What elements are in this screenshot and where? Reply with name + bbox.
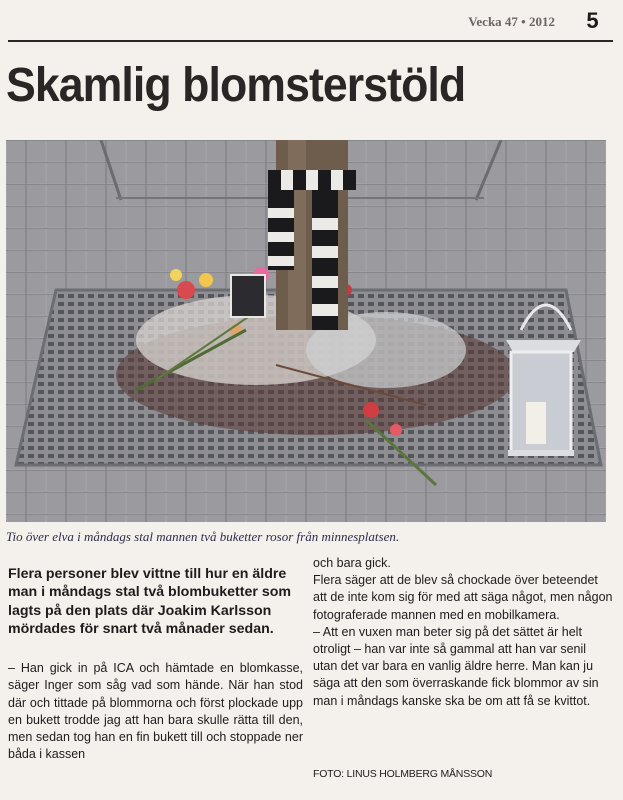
headline: Skamlig blomsterstöld	[6, 59, 466, 112]
header-rule	[8, 40, 613, 42]
photo-caption: Tio över elva i måndags stal mannen två buketter rosor från minnesplatsen.	[6, 529, 400, 544]
article-paragraph-2: Flera säger att de blev så chockade över beteendet att de inte kom sig för med att säga något, men någon fotograferade mannen med en mobilkamera.	[313, 573, 613, 622]
photo-credit: FOTO: LINUS HOLMBERG MÅNSSON	[313, 768, 493, 780]
article-paragraph-1: – Han gick in på ICA och hämtade en blomkasse, säger Inger som såg vad som hände. När han stod där och tittade på blommorna och först plockade upp en bukett trodde jag att han bara skulle rätta till den, men sedan tog han en fin bukett till och stoppade ner båda i kassen	[8, 661, 303, 762]
article-column-left	[8, 565, 303, 763]
article-column-right	[313, 555, 613, 710]
page-number: 5	[586, 8, 599, 33]
article-lead: Flera personer blev vittne till hur en äldre man i måndags stal två blombuketter som lagts på den plats där Joakim Karlsson mördades för snart två månader sedan.	[8, 566, 292, 637]
memorial-photo	[6, 140, 606, 522]
article-paragraph-continued: och bara gick.	[313, 556, 391, 570]
article-paragraph-3: – Att en vuxen man beter sig på det sättet är helt otroligt – han var inte så gammal att han var senil utan det var bara en vanlig äldre herre. Man kan ju säga att den som överraskande fick blommor av sin man i måndags kanske ska be om att få se kvittot.	[313, 624, 599, 708]
issue-label: Vecka 47 • 2012	[468, 14, 555, 29]
